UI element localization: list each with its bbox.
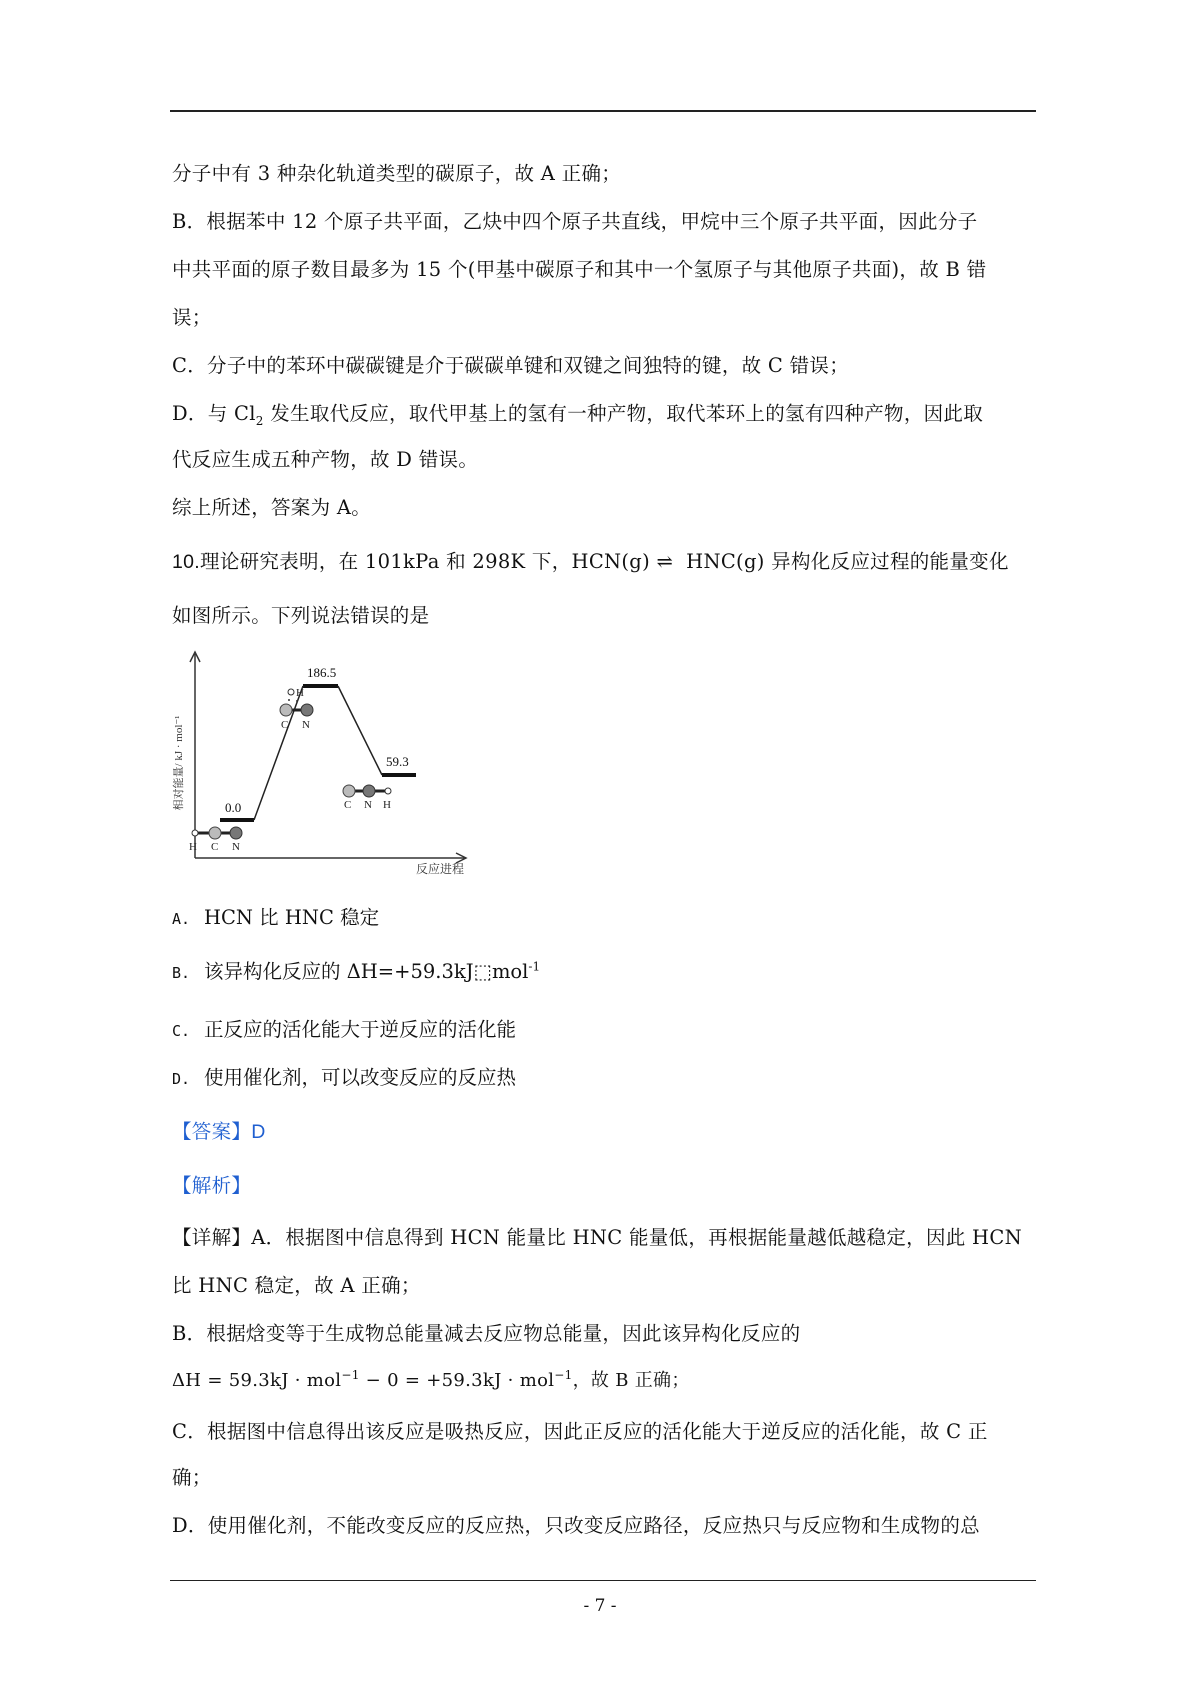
path-down: [338, 686, 382, 775]
svg-text:N: N: [302, 719, 310, 731]
text-line-7: 代反应生成五种产物，故 D 错误。: [172, 448, 479, 471]
text-line-1: 分子中有 3 种杂化轨道类型的碳原子，故 A 正确；: [172, 162, 622, 185]
text-line-3: 中共平面的原子数目最多为 15 个(甲基中碳原子和其中一个氢原子与其他原子共面)，故 B 错: [172, 258, 987, 281]
text-line-5: C．分子中的苯环中碳碳键是介于碳碳单键和双键之间独特的键，故 C 错误；: [172, 354, 850, 377]
energy-diagram: [168, 648, 498, 878]
detail-line-6: D．使用催化剂，不能改变反应的反应热，只改变反应路径，反应热只与反应物和生成物的总: [172, 1514, 980, 1537]
x-axis-label: 反应进程: [416, 862, 465, 876]
option-a[interactable]: A. HCN 比 HNC 稳定: [172, 906, 380, 929]
molecule-hcn: [189, 827, 242, 853]
question-10: 10.理论研究表明，在 101kPa 和 298K 下，HCN(g) ⇌ HNC(g) 异构化反应过程的能量变化: [172, 550, 1009, 573]
text-line-6: D．与 $Cl_2$ 发生取代反应，取代甲基上的氢有一种产物，取代苯环上的氢有四种产物，因此取: [172, 402, 984, 428]
footer-rule: [170, 1580, 1036, 1581]
detail-line-3: B．根据焓变等于生成物总能量减去反应物总能量，因此该异构化反应的: [172, 1322, 801, 1345]
header-rule: [170, 110, 1036, 112]
question-number: 10.: [172, 551, 201, 573]
text-line-4: 误；: [172, 306, 212, 329]
text-line-2: B．根据苯中 12 个原子共平面，乙炔中四个原子共直线，甲烷中三个原子共平面，因此分子: [172, 210, 978, 233]
equilibrium-glyph: ⇌: [656, 550, 674, 573]
analysis-label: 【解析】: [172, 1174, 252, 1197]
option-b[interactable]: B. 该异构化反应的 ΔH=+59.3kJ⬚mol$^{-1}$: [172, 959, 541, 983]
y-axis-label: 相对能量/ kJ · mol⁻¹: [173, 715, 185, 811]
answer-value: D: [251, 1121, 266, 1143]
molecule-hnc: [343, 785, 391, 811]
option-d[interactable]: D. 使用催化剂，可以改变反应的反应热: [172, 1066, 517, 1089]
svg-text:H: H: [296, 687, 304, 699]
molecule-transition: [280, 687, 313, 731]
detail-line-4: C．根据图中信息得出该反应是吸热反应，因此正反应的活化能大于逆反应的活化能，故 C 正: [172, 1420, 988, 1443]
level-value-product: 59.3: [386, 754, 409, 769]
svg-text:N: N: [364, 799, 372, 811]
svg-text:N: N: [232, 841, 240, 853]
summary-line: 综上所述，答案为 A。: [172, 496, 372, 519]
option-c[interactable]: C. 正反应的活化能大于逆反应的活化能: [172, 1018, 517, 1041]
svg-text:H: H: [189, 841, 197, 853]
level-value-transition: 186.5: [307, 665, 337, 680]
detail-line-5: 确；: [172, 1466, 212, 1489]
formula-line: ΔH = 59.3kJ · mol$^{-1}$ − 0 = +59.3kJ · mol$^{-1}$，故 B 正确；: [172, 1368, 690, 1391]
answer-line: 【答案】D: [172, 1120, 266, 1143]
detail-line-1: 【详解】A．根据图中信息得到 HCN 能量比 HNC 能量低，再根据能量越低越稳定，因此 HCN: [172, 1226, 1022, 1249]
question-10-line2: 如图所示。下列说法错误的是: [172, 604, 430, 627]
svg-text:C: C: [344, 799, 352, 811]
svg-text:C: C: [211, 841, 219, 853]
path-up: [254, 686, 303, 820]
svg-text:C: C: [281, 719, 289, 731]
level-value-reactant: 0.0: [225, 800, 242, 815]
svg-text:H: H: [383, 799, 391, 811]
page-number: - 7 -: [583, 1596, 617, 1616]
detail-line-2: 比 HNC 稳定，故 A 正确；: [172, 1274, 421, 1297]
